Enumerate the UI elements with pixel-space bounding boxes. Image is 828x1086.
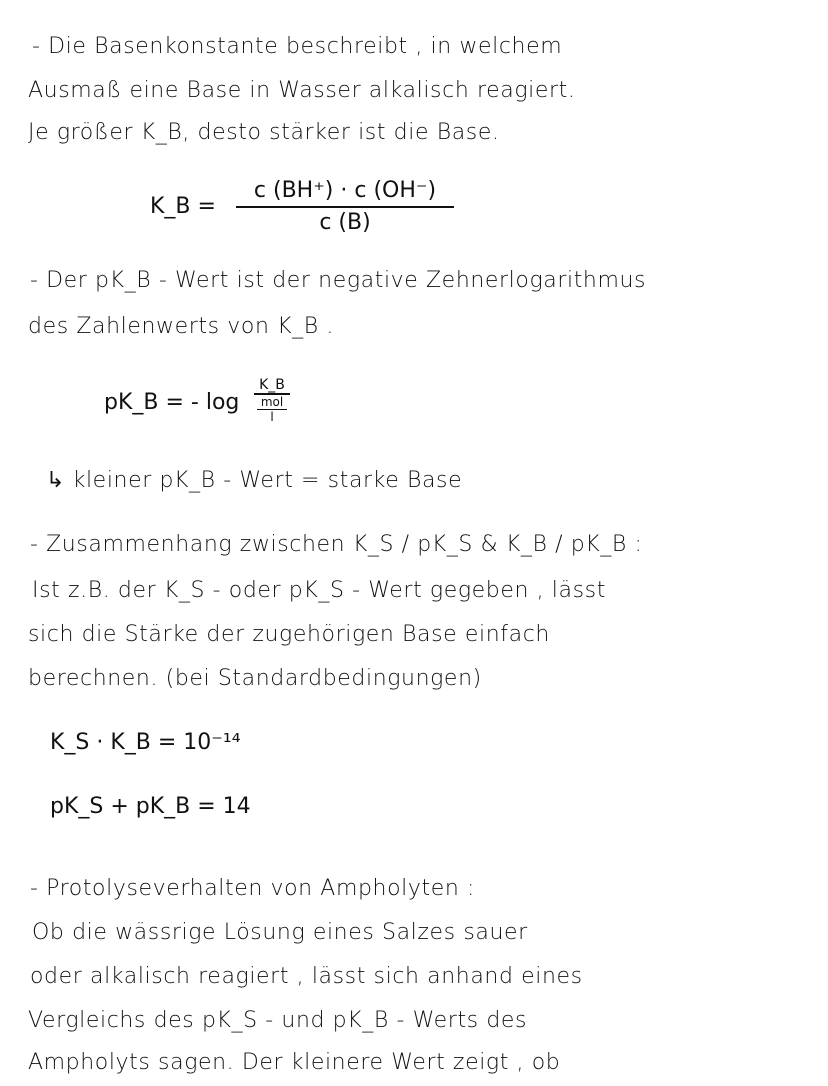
kb-formula-numerator: c (BH⁺) · c (OH⁻) [253,178,437,203]
text-line: Ist z.B. der K_S - oder pK_S - Wert gegeben , lässt [32,578,606,603]
text-line: - Protolyseverhalten von Ampholyten : [30,876,476,901]
text-line: sich die Stärke der zugehörigen Base einfach [28,622,550,647]
text-line: Vergleichs des pK_S - und pK_B - Werts des [28,1008,528,1033]
text-line: des Zahlenwerts von K_B . [28,314,334,339]
text-line: - Der pK_B - Wert ist der negative Zehnerlogarithmus [30,268,647,293]
ks-kb-product-formula: K_S · K_B = 10⁻¹⁴ [50,730,241,755]
text-line: - Die Basenkonstante beschreibt , in welchem [32,34,563,59]
text-line: oder alkalisch reagiert , lässt sich anhand eines [30,964,583,989]
pkb-formula-fraction [254,378,290,423]
kb-formula-lhs: K_B = [150,194,216,219]
text-line: Ausmaß eine Base in Wasser alkalisch reagiert. [28,78,576,103]
kb-formula-fraction [236,178,454,236]
pkb-formula-denominator-top: mol [260,394,284,409]
text-line: berechnen. (bei Standardbedingungen) [28,666,482,691]
text-line: Je größer K_B, desto stärker ist die Base. [28,120,500,145]
pkb-formula-numerator: K_B [259,377,285,393]
pks-pkb-sum-formula: pK_S + pK_B = 14 [50,794,251,819]
fraction-bar [236,206,454,208]
text-line: Ampholyts sagen. Der kleinere Wert zeigt , ob [28,1050,561,1075]
pkb-formula-lhs: pK_B = - log [104,390,240,415]
kb-formula-denominator: c (B) [319,209,371,235]
text-line: ↳ kleiner pK_B - Wert = starke Base [46,468,463,493]
text-line: - Zusammenhang zwischen K_S / pK_S & K_B / pK_B : [30,532,643,557]
text-line: Ob die wässrige Lösung eines Salzes sauer [32,920,528,945]
pkb-formula-denominator-bottom: l [270,410,274,424]
